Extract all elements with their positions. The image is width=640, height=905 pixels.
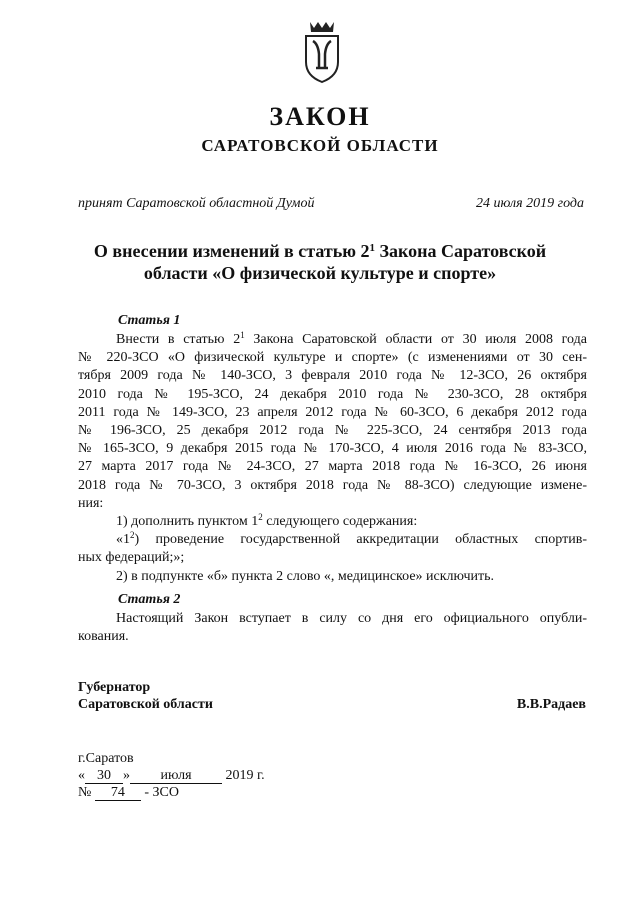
article1-line: № 220-ЗСО «О физической культуре и спорте» (с изменениями от 30 сен-: [78, 350, 587, 366]
document-subtitle: САРАТОВСКОЙ ОБЛАСТИ: [201, 136, 439, 155]
article1-line: 27 марта 2017 года № 24-ЗСО, 27 марта 2018 года № 16-ЗСО, 26 июня: [78, 459, 587, 475]
article1-heading: Статья 1: [118, 313, 181, 328]
city: г.Саратов: [78, 751, 134, 766]
document-title: ЗАКОН: [269, 102, 371, 131]
signing-day: 30: [85, 769, 123, 784]
amendment-item-1: 1) дополнить пунктом $1^2$ следующего содержания:: [116, 512, 418, 530]
article1-line: 2018 года № 70-ЗСО, 3 октября 2018 года № 88-ЗСО) следующие измене-: [78, 477, 587, 493]
law-title: [60, 240, 580, 284]
article1-line: тября 2009 года № 140-ЗСО, 3 февраля 2010 года № 12-ЗСО, 26 октября: [78, 368, 587, 384]
law-title-line1: О внесении изменений в статью $2^1$ Закона Саратовской: [93, 241, 547, 261]
amendment-item-2: 2) в подпункте «б» пункта 2 слово «, медицинское» исключить.: [116, 568, 494, 584]
article1-line: 2011 года № 149-ЗСО, 23 апреля 2012 года № 60-ЗСО, 6 декабря 2012 года: [78, 404, 587, 420]
law-title-line2: области «О физической культуре и спорте»: [143, 263, 497, 283]
law-number-value: 74: [95, 786, 141, 801]
article2-line: кования.: [78, 629, 129, 645]
article1-line: Внести в статью $2^1$ Закона Саратовской области от 30 июля 2008 года: [116, 330, 587, 347]
adopted-by: принят Саратовской областной Думой: [78, 196, 315, 211]
signatory-name: В.В.Радаев: [516, 697, 586, 712]
governor-title: Губернатор: [78, 680, 151, 695]
article2-line: Настоящий Закон вступает в силу со дня его официального опубли-: [116, 611, 587, 626]
article2-heading: Статья 2: [118, 592, 181, 607]
amendment-quote-end: ных федераций;»;: [78, 550, 185, 566]
signing-month: июля: [130, 769, 222, 784]
article1-line: № 165-ЗСО, 9 декабря 2015 года № 170-ЗСО, 4 июля 2016 года № 83-ЗСО,: [78, 441, 587, 457]
article1-line: № 196-ЗСО, 25 декабря 2012 года № 225-ЗСО, 24 сентября 2013 года: [78, 423, 587, 439]
amendment-quote: «$1^2$) проведение государственной аккредитации областных спортив-: [116, 530, 587, 548]
signing-date: « 30 » июля 2019 г.: [78, 768, 265, 783]
law-number: № 74 - ЗСО: [78, 785, 179, 800]
article2-text: [78, 610, 587, 646]
article1-text: [78, 331, 587, 586]
article1-line: 2010 года № 195-ЗСО, 24 декабря 2010 года № 230-ЗСО, 28 октября: [78, 386, 587, 402]
saratov-coat-of-arms-icon: [302, 18, 342, 84]
adopted-date: 24 июля 2019 года: [476, 196, 584, 211]
governor-region: Саратовской области: [78, 697, 213, 712]
article1-line: ния:: [78, 495, 104, 511]
